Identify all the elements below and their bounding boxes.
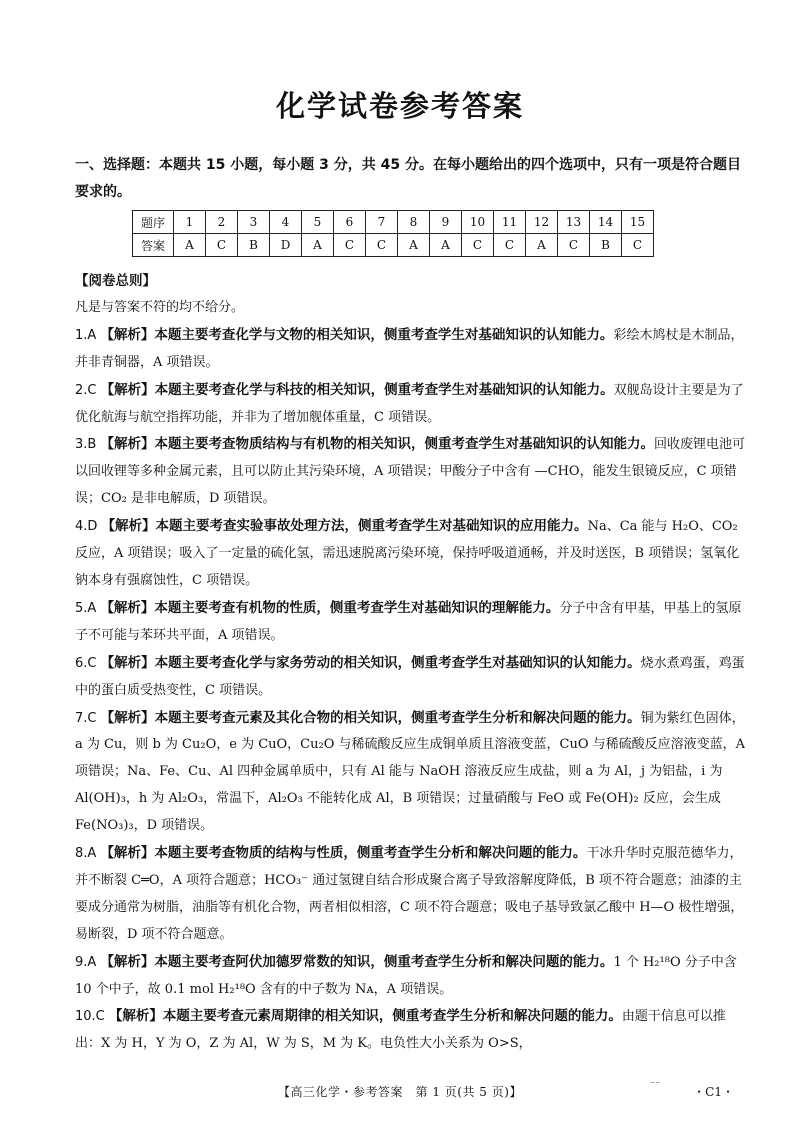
item-text: 回收废锂电池可以回收锂等多种金属元素，且可以防止其污染环境，A 项错误；甲酸分子中含有 —CHO，能发生银镜反应，C 项错误；CO₂ 是非电解质，D 项错误。 (75, 437, 745, 507)
item-text: 1 个 H₂¹⁸O 分子中含 10 个中子，故 0.1 mol H₂¹⁸O 含有的中子数为 Nᴀ，A 项错误。 (75, 954, 737, 997)
rules-heading: 【阅卷总则】 (75, 273, 156, 289)
table-cell-number: 13 (558, 211, 590, 234)
item-lead: 【解析】本题主要考查化学与家务劳动的相关知识，侧重考查学生对基础知识的认知能力。 (100, 654, 641, 671)
table-cell-number: 15 (622, 211, 654, 234)
table-cell-number: 11 (494, 211, 526, 234)
item-text: 烧水煮鸡蛋，鸡蛋中的蛋白质受热变性，C 项错误。 (75, 655, 745, 698)
table-cell-number: 4 (270, 211, 302, 234)
table-row-answers (133, 234, 654, 257)
section-heading: 一、选择题：本题共 15 小题，每小题 3 分，共 45 分。在每小题给出的四个选项中，只有一项是符合题目要求的。 (75, 157, 741, 200)
list-item (75, 322, 748, 377)
item-text: 干冰升华时克服范德华力，并不断裂 C═O，A 项符合题意；HCO₃⁻ 通过氢键自结合形成聚合离子导致溶解度降低，B 项不符合题意；油漆的主要成分通常为树脂，油脂等有机化合物，两者相似相溶，C 项不符合题意；吸电子基导致氯乙酸中 H—O 极性增强，易断裂，D 项不符合题意。 (75, 846, 744, 942)
table-cell-number: 3 (238, 211, 270, 234)
footer-mark: ⁻⁻ (650, 1080, 661, 1091)
table-cell-answer: A (398, 234, 430, 257)
table-cell-number: 10 (462, 211, 494, 234)
table-cell-number: 1 (174, 211, 206, 234)
item-number: 5.A (75, 600, 97, 616)
list-item (75, 377, 748, 432)
item-lead: 【解析】本题主要考查元素周期律的相关知识，侧重考查学生分析和解决问题的能力。 (108, 1008, 622, 1025)
list-item (75, 705, 748, 841)
table-cell-answer: B (238, 234, 270, 257)
item-number: 6.C (75, 655, 97, 671)
item-number: 7.C (75, 710, 97, 726)
item-number: 8.A (75, 846, 97, 862)
table-cell-number: 6 (334, 211, 366, 234)
item-number: 10.C (75, 1009, 105, 1025)
item-text: 彩绘木鸠杖是木制品，并非青铜器，A 项错误。 (75, 327, 744, 370)
item-text: 双舰岛设计主要是为了优化航海与航空指挥功能，并非为了增加舰体重量，C 项错误。 (75, 382, 744, 425)
item-lead: 【解析】本题主要考查物质的结构与性质，侧重考查学生分析和解决问题的能力。 (100, 845, 587, 862)
explanation-list (75, 322, 748, 1058)
item-number: 1.A (75, 327, 97, 343)
list-item (75, 431, 748, 513)
item-number: 9.A (75, 954, 97, 970)
list-item (75, 840, 748, 949)
item-text: 分子中含有甲基，甲基上的氢原子不可能与苯环共平面，A 项错误。 (75, 600, 742, 643)
table-cell-number: 12 (526, 211, 558, 234)
answer-explanations (75, 268, 748, 1058)
table-cell-answer: D (270, 234, 302, 257)
table-cell-answer: A (174, 234, 206, 257)
item-lead: 【解析】本题主要考查物质结构与有机物的相关知识，侧重考查学生对基础知识的认知能力。 (100, 436, 654, 453)
page-footer: 【高三化学・参考答案 第 1 页(共 5 页)】 (278, 1085, 522, 1099)
item-lead: 【解析】本题主要考查阿伏加德罗常数的知识，侧重考查学生分析和解决问题的能力。 (100, 953, 614, 970)
item-lead: 【解析】本题主要考查元素及其化合物的相关知识，侧重考查学生分析和解决问题的能力。 (100, 709, 641, 726)
item-text: Na、Ca 能与 H₂O、CO₂ 反应，A 项错误；吸入了一定量的硫化氢，需迅速脱离污染环境，保持呼吸道通畅，并及时送医，B 项错误；氢氧化钠本身有强腐蚀性，C 项错误。 (75, 519, 740, 588)
list-item (75, 949, 748, 1004)
item-text: 由题干信息可以推出：X 为 H，Y 为 O，Z 为 Al，W 为 S，M 为 K。电负性大小关系为 O>S， (75, 1009, 726, 1052)
item-number: 3.B (75, 437, 97, 453)
table-cell-answer: C (622, 234, 654, 257)
list-item (75, 595, 748, 650)
table-cell-number: 5 (302, 211, 334, 234)
page-title: 化学试卷参考答案 (275, 89, 524, 123)
footer-code: ・C1・ (693, 1085, 734, 1099)
table-row-label: 答案 (133, 234, 174, 257)
table-cell-answer: C (366, 234, 398, 257)
table-cell-answer: B (590, 234, 622, 257)
table-cell-answer: A (302, 234, 334, 257)
table-cell-number: 7 (366, 211, 398, 234)
table-cell-answer: C (462, 234, 494, 257)
table-cell-answer: C (494, 234, 526, 257)
item-text: 铜为紫红色固体，a 为 Cu，则 b 为 Cu₂O，e 为 CuO，Cu₂O 与稀硫酸反应生成铜单质且溶液变蓝，CuO 与稀硫酸反应溶液变蓝，A 项错误；Na、Fe、Cu、Al 四种金属单质中，只有 Al 能与 NaOH 溶液反应生成盐，则 a 为 Al，j 为铝盐，i 为 Al(OH)₃，h 为 Al₂O₃，常温下，Al₂O₃ 不能转化成 Al，B 项错误；过量硝酸与 FeO 或 Fe(OH)₂ 反应，会生成 Fe(NO₃)₃，D 项错误。 (75, 710, 745, 834)
table-cell-number: 14 (590, 211, 622, 234)
table-row-label: 题序 (133, 211, 174, 234)
item-lead: 【解析】本题主要考查有机物的性质，侧重考查学生对基础知识的理解能力。 (100, 599, 560, 616)
table-cell-answer: C (206, 234, 238, 257)
list-item (75, 650, 748, 705)
list-item (75, 1003, 748, 1058)
item-lead: 【解析】本题主要考查化学与文物的相关知识，侧重考查学生对基础知识的认知能力。 (100, 326, 614, 343)
item-lead: 【解析】本题主要考查化学与科技的相关知识，侧重考查学生对基础知识的认知能力。 (100, 381, 614, 398)
item-number: 4.D (75, 519, 98, 535)
answer-table (132, 210, 654, 257)
table-cell-answer: C (558, 234, 590, 257)
table-cell-number: 2 (206, 211, 238, 234)
table-cell-answer: A (526, 234, 558, 257)
table-cell-answer: C (334, 234, 366, 257)
table-cell-answer: A (430, 234, 462, 257)
table-row-numbers (133, 211, 654, 234)
list-item (75, 513, 748, 595)
table-cell-number: 9 (430, 211, 462, 234)
item-number: 2.C (75, 382, 97, 398)
item-lead: 【解析】本题主要考查实验事故处理方法，侧重考查学生对基础知识的应用能力。 (101, 518, 588, 535)
table-cell-number: 8 (398, 211, 430, 234)
rules-text: 凡是与答案不符的均不给分。 (75, 299, 245, 315)
